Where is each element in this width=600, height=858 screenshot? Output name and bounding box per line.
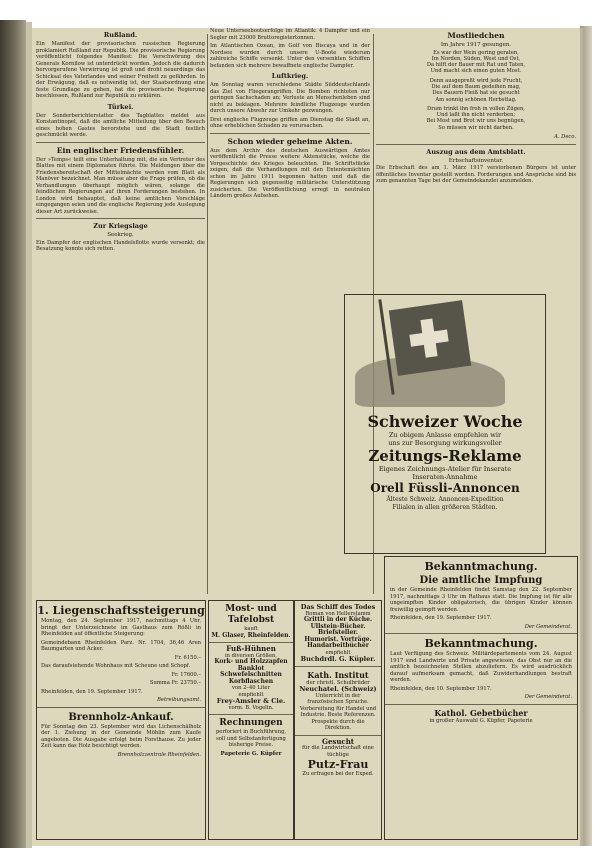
swiss-title: Schweizer Woche bbox=[367, 412, 523, 431]
col2-text-air2: Drei englische Flugzeuge griffen am Dienstag die Stadt an, ohne erheblichen Schaden zu verursachen. bbox=[210, 116, 370, 129]
steigerung-item-2: Das daraufstehende Wohnhaus mit Scheune und Schopf. bbox=[41, 663, 191, 669]
col1-heading-peace: Ein englischer Friedensfühler. bbox=[56, 145, 185, 155]
institut-title: Kath. Institut bbox=[307, 669, 369, 680]
schwefel: Schwefelschnitten bbox=[220, 671, 282, 678]
putzfrau: Putz-Frau bbox=[307, 758, 369, 771]
institut-place: Neuchatel. (Schweiz) bbox=[299, 685, 377, 693]
column-3 bbox=[376, 28, 576, 292]
steigerung-price-2: Fr. 17600.– bbox=[171, 671, 201, 678]
swiss-line-5: Älteste Schweiz. Annoncen-Expedition bbox=[386, 496, 504, 503]
poem-title: Mostliedchen bbox=[447, 31, 505, 40]
col2-text-files: Aus dem Archiv des deutschen Auswärtigen Amtes veröffentlicht die Presse weitere Aktenstücke, welche die Vorgeschichte des Krieges beleuchten. Die Schriftstücke zeigen, daß die Verhandlungen mit den Ententemächten schon im Jahre 1911 begonnen hatten und daß die Regierungen sich gegenseitig militärische Unterstützung zusicherten. Die Veröffentlichung erregt in neutralen Ländern großes Aufsehen. bbox=[210, 147, 370, 199]
impfung-text: in der Gemeinde Rheinfelden findet Samstag den 22. September 1917, nachmittags 3 Uhr im Rathaus statt. Die Impfung ist für alle ungeimpften Kinder obligatorisch, die übrigen Kinder können freiwillig geimpft werden. bbox=[390, 587, 572, 613]
swiss-line-2: uns zur Besorgung wirkungsvoller bbox=[388, 439, 502, 447]
brennholz-sig: Brennholzzentrale Rheinfelden. bbox=[117, 751, 201, 758]
banklot: Banklot bbox=[237, 664, 265, 672]
huehnen-sizes: in diversen Größen, bbox=[224, 652, 278, 659]
divider bbox=[210, 133, 370, 134]
buchdruckerei: Buchdrdl. G. Küpler. bbox=[300, 655, 376, 663]
brennholz-title: Brennholz-Ankauf. bbox=[68, 711, 174, 723]
col1-heading-russia: Rußland. bbox=[103, 31, 138, 39]
steigerung-place: Rheinfelden, den 19. September 1917. bbox=[41, 688, 143, 695]
books-ad bbox=[294, 600, 382, 840]
schiff-title: Das Schiff des Todes bbox=[300, 603, 376, 611]
korbflaschen-size: von 2–40 Liter bbox=[232, 685, 270, 691]
column-rule bbox=[207, 34, 208, 594]
divider bbox=[209, 642, 293, 643]
steigerung-title: 1. Liegenschaftssteigerung bbox=[37, 604, 205, 617]
gebetbuecher: Kathol. Gebetbücher bbox=[434, 707, 528, 718]
bekannt-title: Bekanntmachung. bbox=[424, 560, 538, 573]
col1-text-russia: Ein Manifest der provisorischen russischen Regierung proklamiert Rußland zur Republik. Die provisorische Regierung veröffentlicht folgendes Manifest: Die Verschwörung des Generals Kornilow ist unterdrückt worden. Jedoch die dadurch hervorgerufene Verwirrung ist groß und droht neuerdings das Schicksal des Vaterlandes und seiner Freiheit zu gefährden. In der Erwägung, daß es notwendig ist, der Staatsordnung eine feste Grundlage zu geben, hat die provisorische Regierung beschlossen, Rußland zur Republik zu erklären. bbox=[36, 41, 205, 99]
newspaper-page bbox=[32, 28, 583, 846]
divider bbox=[376, 144, 576, 145]
frey-amsler: Frey-Amsler & Cie. bbox=[216, 697, 286, 705]
swiss-firm: Orell Füssli-Annoncen bbox=[370, 481, 520, 495]
empfiehlt: empfiehlt bbox=[238, 691, 264, 698]
gesucht-exped: Zu erfragen bei der Exped. bbox=[302, 771, 374, 777]
col1-text-peace: Der »Temps« teilt eine Unterhaltung mit, die ein Vertreter des Blattes mit einem Diplomaten führte. Die Meldungen über die Friedensbereitschaft der Mittelmächte werden vom Blatt als Manöver bezeichnet. Man müsse aber die Frage prüfen, ob die Verhandlungen überhaupt möglich wären, solange die feindlichen Regierungen auf ihren Forderungen bestehen. In London wird behauptet, daß keine amtlichen Vorschläge eingegangen seien und die englische Regierung jede Auslegung dieser Art zurückweise. bbox=[36, 156, 205, 215]
impfung-sig: Der Gemeinderat. bbox=[524, 623, 572, 630]
huehnen: Fuß-Hühnen bbox=[226, 644, 276, 653]
impfung-place: Rheinfelden, den 19. September 1917. bbox=[390, 615, 492, 621]
poem-author: A. Deco. bbox=[554, 134, 576, 141]
col1-heading-war: Zur Kriegslage bbox=[93, 222, 148, 230]
amtsblatt-heading: Auszug aus dem Amtsblatt. bbox=[426, 147, 526, 156]
col2-heading-air: Luftkrieg. bbox=[271, 72, 309, 80]
col2-text-uboot: Neue Unterseebootserfolge im Atlantik: 4 Dampfer und ein Segler mit 23000 Bruttoregistertonnen. bbox=[210, 28, 370, 41]
col1-text-turkey: Der Sonderberichterstatter des Tagblattes meldet aus Konstantinopel, daß die amtliche Mitteilung über den Besuch eines hohen Gastes bevorstehe und die Stadt festlich geschmückt werde. bbox=[36, 112, 205, 138]
gesucht: Gesucht bbox=[321, 736, 355, 746]
divider bbox=[385, 704, 577, 705]
obst-firm: M. Glaser, Rheinfelden. bbox=[211, 631, 291, 639]
col2-text-air: Am Sonntag waren verschiedene Städte Süddeutschlands das Ziel von Fliegerangriffen. Die Bomben richteten nur geringen Sachschaden an; Verluste an Menschenleben sind nicht zu beklagen. Mehrere feindliche Flugzeuge wurden durch unsere Abwehr zur Umkehr gezwungen. bbox=[210, 82, 370, 114]
zapfen: Kork- und Holzzapfen bbox=[214, 658, 288, 665]
steigerung-sum: Summa Fr. 23750.– bbox=[149, 680, 201, 686]
bekannt-place-2: Rheinfelden, den 10. September 1917. bbox=[390, 685, 492, 692]
gebetbuecher-text: in großer Auswahl G. Küpfer, Papeterie bbox=[429, 717, 533, 724]
impfung-title: Die amtliche Impfung bbox=[419, 575, 543, 586]
rechnungen-text: perforiert in Buchführung, soll und Selbstanfertigung bisherige Preise. bbox=[215, 729, 287, 748]
column-1 bbox=[36, 28, 205, 596]
obst-ad bbox=[208, 600, 294, 840]
ullstein: Ullstein-Bücher. bbox=[310, 622, 366, 630]
grittli: Grittli in der Küche. bbox=[303, 616, 373, 623]
institut-text: Unterricht in der französischen Sprache. Vorbereitung für Handel und Industrie. Beste Referenzen. Prospekte durch die Direktion. bbox=[299, 692, 377, 731]
bekannt-text-2: Laut Verfügung des Schweiz. Militärdepartements vom 24. August 1917 sind Landwirte und Private angewiesen, das Obst nur an die amtlich bezeichneten Stellen abzuliefern. Es wird ausdrücklich darauf aufmerksam gemacht, daß Zuwiderhandlungen bestraft werden. bbox=[390, 651, 572, 683]
divider bbox=[36, 142, 205, 143]
steigerung-sig: Betreibungsamt. bbox=[157, 697, 201, 703]
col1-text-war: Ein Dampfer der englischen Handelsflotte wurde versenkt; die Besatzung konnte sich retten. bbox=[36, 239, 205, 252]
swiss-big: Zeitungs-Reklame bbox=[368, 447, 522, 465]
col2-text-atlantic: Im Atlantischen Ozean, im Golf von Biscaya und in der Nordsee wurden durch unsere U-Boote wiederum zahlreiche Schiffe versenkt. Unter den versenkten Schiffen befanden sich mehrere bewaffnete englische Dampfer. bbox=[210, 43, 370, 69]
rechnungen: Rechnungen bbox=[219, 718, 283, 728]
obst-title: Most- und Tafelobst bbox=[225, 604, 277, 625]
steigerung-date: Montag, den 24. September 1917, nachmittags 4 Uhr, bringt der Unterzeichnete im Gasthaus zum Rößli in Rheinfelden auf öffentliche Steigerung: bbox=[41, 618, 201, 637]
col2-heading-files: Schon wieder geheime Akten. bbox=[227, 136, 353, 146]
gesucht-text: für die Landwirtschaft eine tüchtige bbox=[302, 745, 374, 758]
swiss-line-3: Eigenes Zeichnungs-Atelier für Inserate bbox=[378, 465, 512, 473]
brennholz-text: Für Sonntag den 23. September wird das Lichenschälholz der 1. Ziehung in der Gemeinde Möhlin zum Kaufe angeboten. Die Ausgabe erfolgt beim Forsthause. Zu jeder Zeit kann das Holz besichtigt werden. bbox=[41, 723, 201, 749]
briefsteller: Briefsteller. bbox=[318, 629, 358, 636]
col1-heading-turkey: Türkei. bbox=[107, 102, 134, 111]
divider bbox=[37, 707, 205, 708]
poem-verse-2: Denn ausgepreßt wird jede Frucht, Die auf dem Baum gedeihen mag, Des Bauern Fleiß hat sie gesucht Am sonnig schönen Herbsttag. bbox=[429, 77, 523, 103]
swiss-line-4: Inseraten-Annahme bbox=[412, 473, 478, 481]
poem-subtitle: Im Jahre 1917 gesungen. bbox=[440, 42, 512, 48]
schweizer-woche-ad bbox=[344, 294, 546, 554]
col1-sub-seekrieg: Seekrieg. bbox=[107, 232, 134, 238]
amtsblatt-text: Die Erbschaft des am 1. März 1917 verstorbenen Bürgers ist unter öffentliches Inventar gestellt worden. Forderungen und Ansprüche sind bis zum genannten Tage bei der Gemeindekanzlei anzumelden. bbox=[376, 165, 576, 185]
divider bbox=[385, 633, 577, 634]
schiff-sub: Roman von Hellerstamm bbox=[305, 610, 371, 617]
steigerung-price-1: Fr. 6150.– bbox=[174, 654, 201, 661]
bekanntmachung-ad bbox=[384, 556, 578, 840]
bekannt-title-2: Bekanntmachung. bbox=[424, 637, 538, 650]
swiss-line-6: Filialen in allen größeren Städten. bbox=[392, 504, 498, 511]
bekannt-sig-2: Der Gemeinderat. bbox=[524, 694, 572, 700]
book-spine bbox=[0, 20, 26, 848]
steigerung-ad bbox=[36, 600, 206, 840]
poem-verse-3: Drum trinkt ihn froh in vollen Zügen, Und laßt ihn nicht verderben; Bei Most und Brot wir uns begnügen, So müssen wir nicht darben. bbox=[426, 105, 526, 131]
books-empfiehlt: empfiehlt bbox=[325, 649, 351, 656]
institut-sub: der christl. Schulbrüder bbox=[306, 679, 370, 686]
divider bbox=[36, 218, 205, 219]
divider bbox=[209, 714, 293, 715]
humorist: Humorist. Vorträge. bbox=[304, 635, 372, 643]
amtsblatt-sub: Erbschaftsinventar. bbox=[448, 157, 504, 164]
papeterie: Papeterie G. Küpfer bbox=[220, 750, 282, 757]
poem-verse-1: Es war der Wein gering geraten, Im Norden, Süden, West und Ost, Da hilft der Bauer mit Rat und Taten, Und macht sich einen guten Most. bbox=[426, 49, 526, 75]
swiss-flag-icon bbox=[389, 300, 471, 376]
steigerung-item-1: Gemeindebann Rheinfelden Parz. Nr. 1704, 36,46 Aren Baumgarten und Acker. bbox=[41, 639, 201, 652]
divider bbox=[295, 666, 381, 667]
korbflaschen: Korbflaschen bbox=[228, 677, 274, 685]
handarbeit: Handarbeitbücher bbox=[307, 642, 369, 649]
swiss-line-1: Zu obigem Anlasse empfehlen wir bbox=[388, 431, 502, 439]
divider bbox=[295, 735, 381, 736]
vogelin: vorm. B. Vogelin. bbox=[228, 704, 274, 711]
obst-kauft: kauft bbox=[244, 626, 258, 632]
